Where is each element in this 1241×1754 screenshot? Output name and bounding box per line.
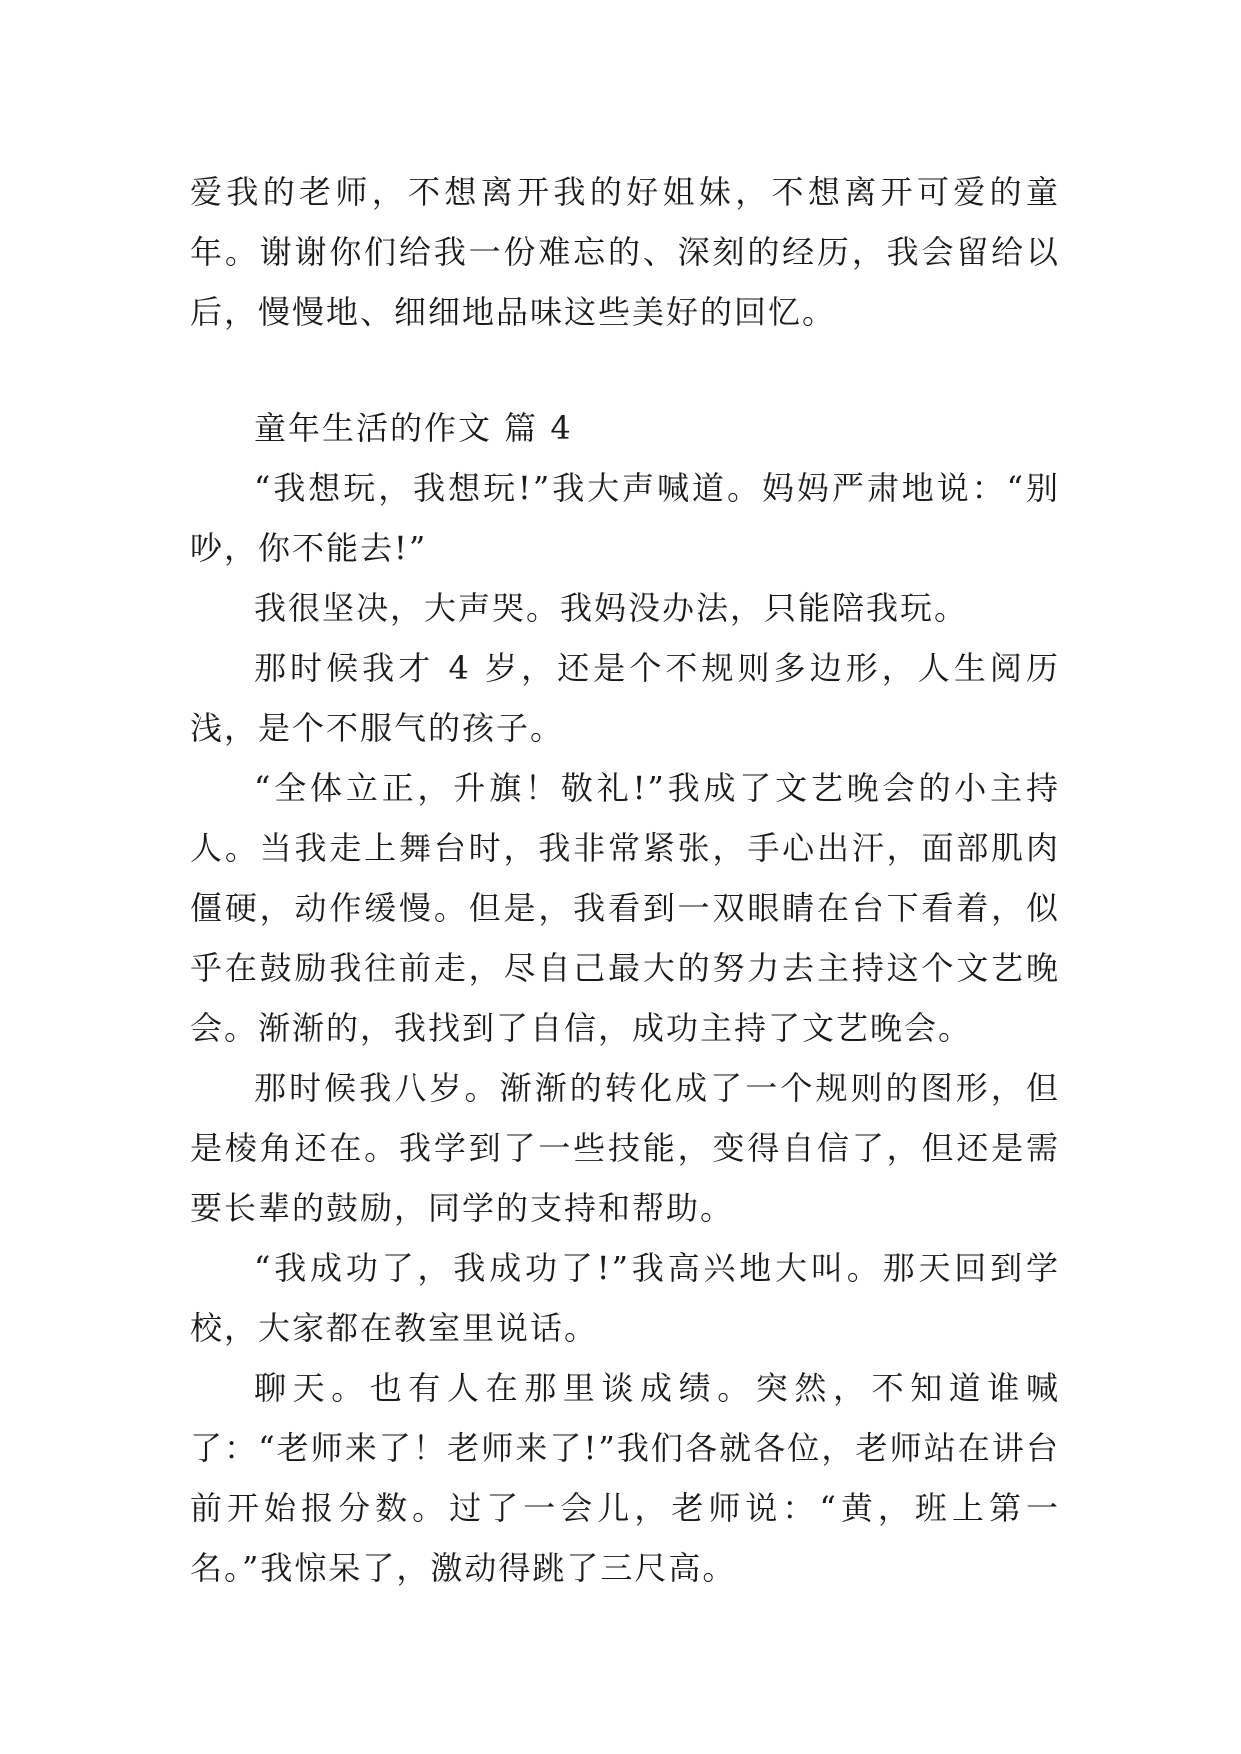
body-paragraph: 那时候我才 4 岁，还是个不规则多边形，人生阅历浅，是个不服气的孩子。 [190,649,1060,747]
body-paragraph: “我成功了，我成功了!”我高兴地大叫。那天回到学校，大家都在教室里说话。 [190,1249,1060,1347]
body-paragraph: 我很坚决，大声哭。我妈没办法，只能陪我玩。 [254,589,969,627]
body-paragraph: 那时候我八岁。渐渐的转化成了一个规则的图形，但是棱角还在。我学到了一些技能，变得自信了，但还是需要长辈的鼓励，同学的支持和帮助。 [190,1069,1060,1227]
section-heading: 童年生活的作文 篇 4 [254,409,573,447]
body-paragraph: “我想玩，我想玩!”我大声喊道。妈妈严肃地说：“别吵，你不能去!” [190,469,1060,567]
continued-paragraph: 爱我的老师，不想离开我的好姐妹，不想离开可爱的童年。谢谢你们给我一份难忘的、深刻的经历，我会留给以后，慢慢地、细细地品味这些美好的回忆。 [190,173,1060,331]
section-gap [190,342,1060,398]
document-body [190,162,1060,1598]
body-paragraph: “全体立正，升旗！敬礼!”我成了文艺晚会的小主持人。当我走上舞台时，我非常紧张，手心出汗，面部肌肉僵硬，动作缓慢。但是，我看到一双眼睛在台下看着，似乎在鼓励我往前走，尽自己最大的努力去主持这个文艺晚会。渐渐的，我找到了自信，成功主持了文艺晚会。 [190,769,1060,1047]
body-paragraph: 聊天。也有人在那里谈成绩。突然，不知道谁喊了：“老师来了！老师来了!”我们各就各位，老师站在讲台前开始报分数。过了一会儿，老师说：“黄，班上第一名。”我惊呆了，激动得跳了三尺高。 [190,1369,1060,1587]
